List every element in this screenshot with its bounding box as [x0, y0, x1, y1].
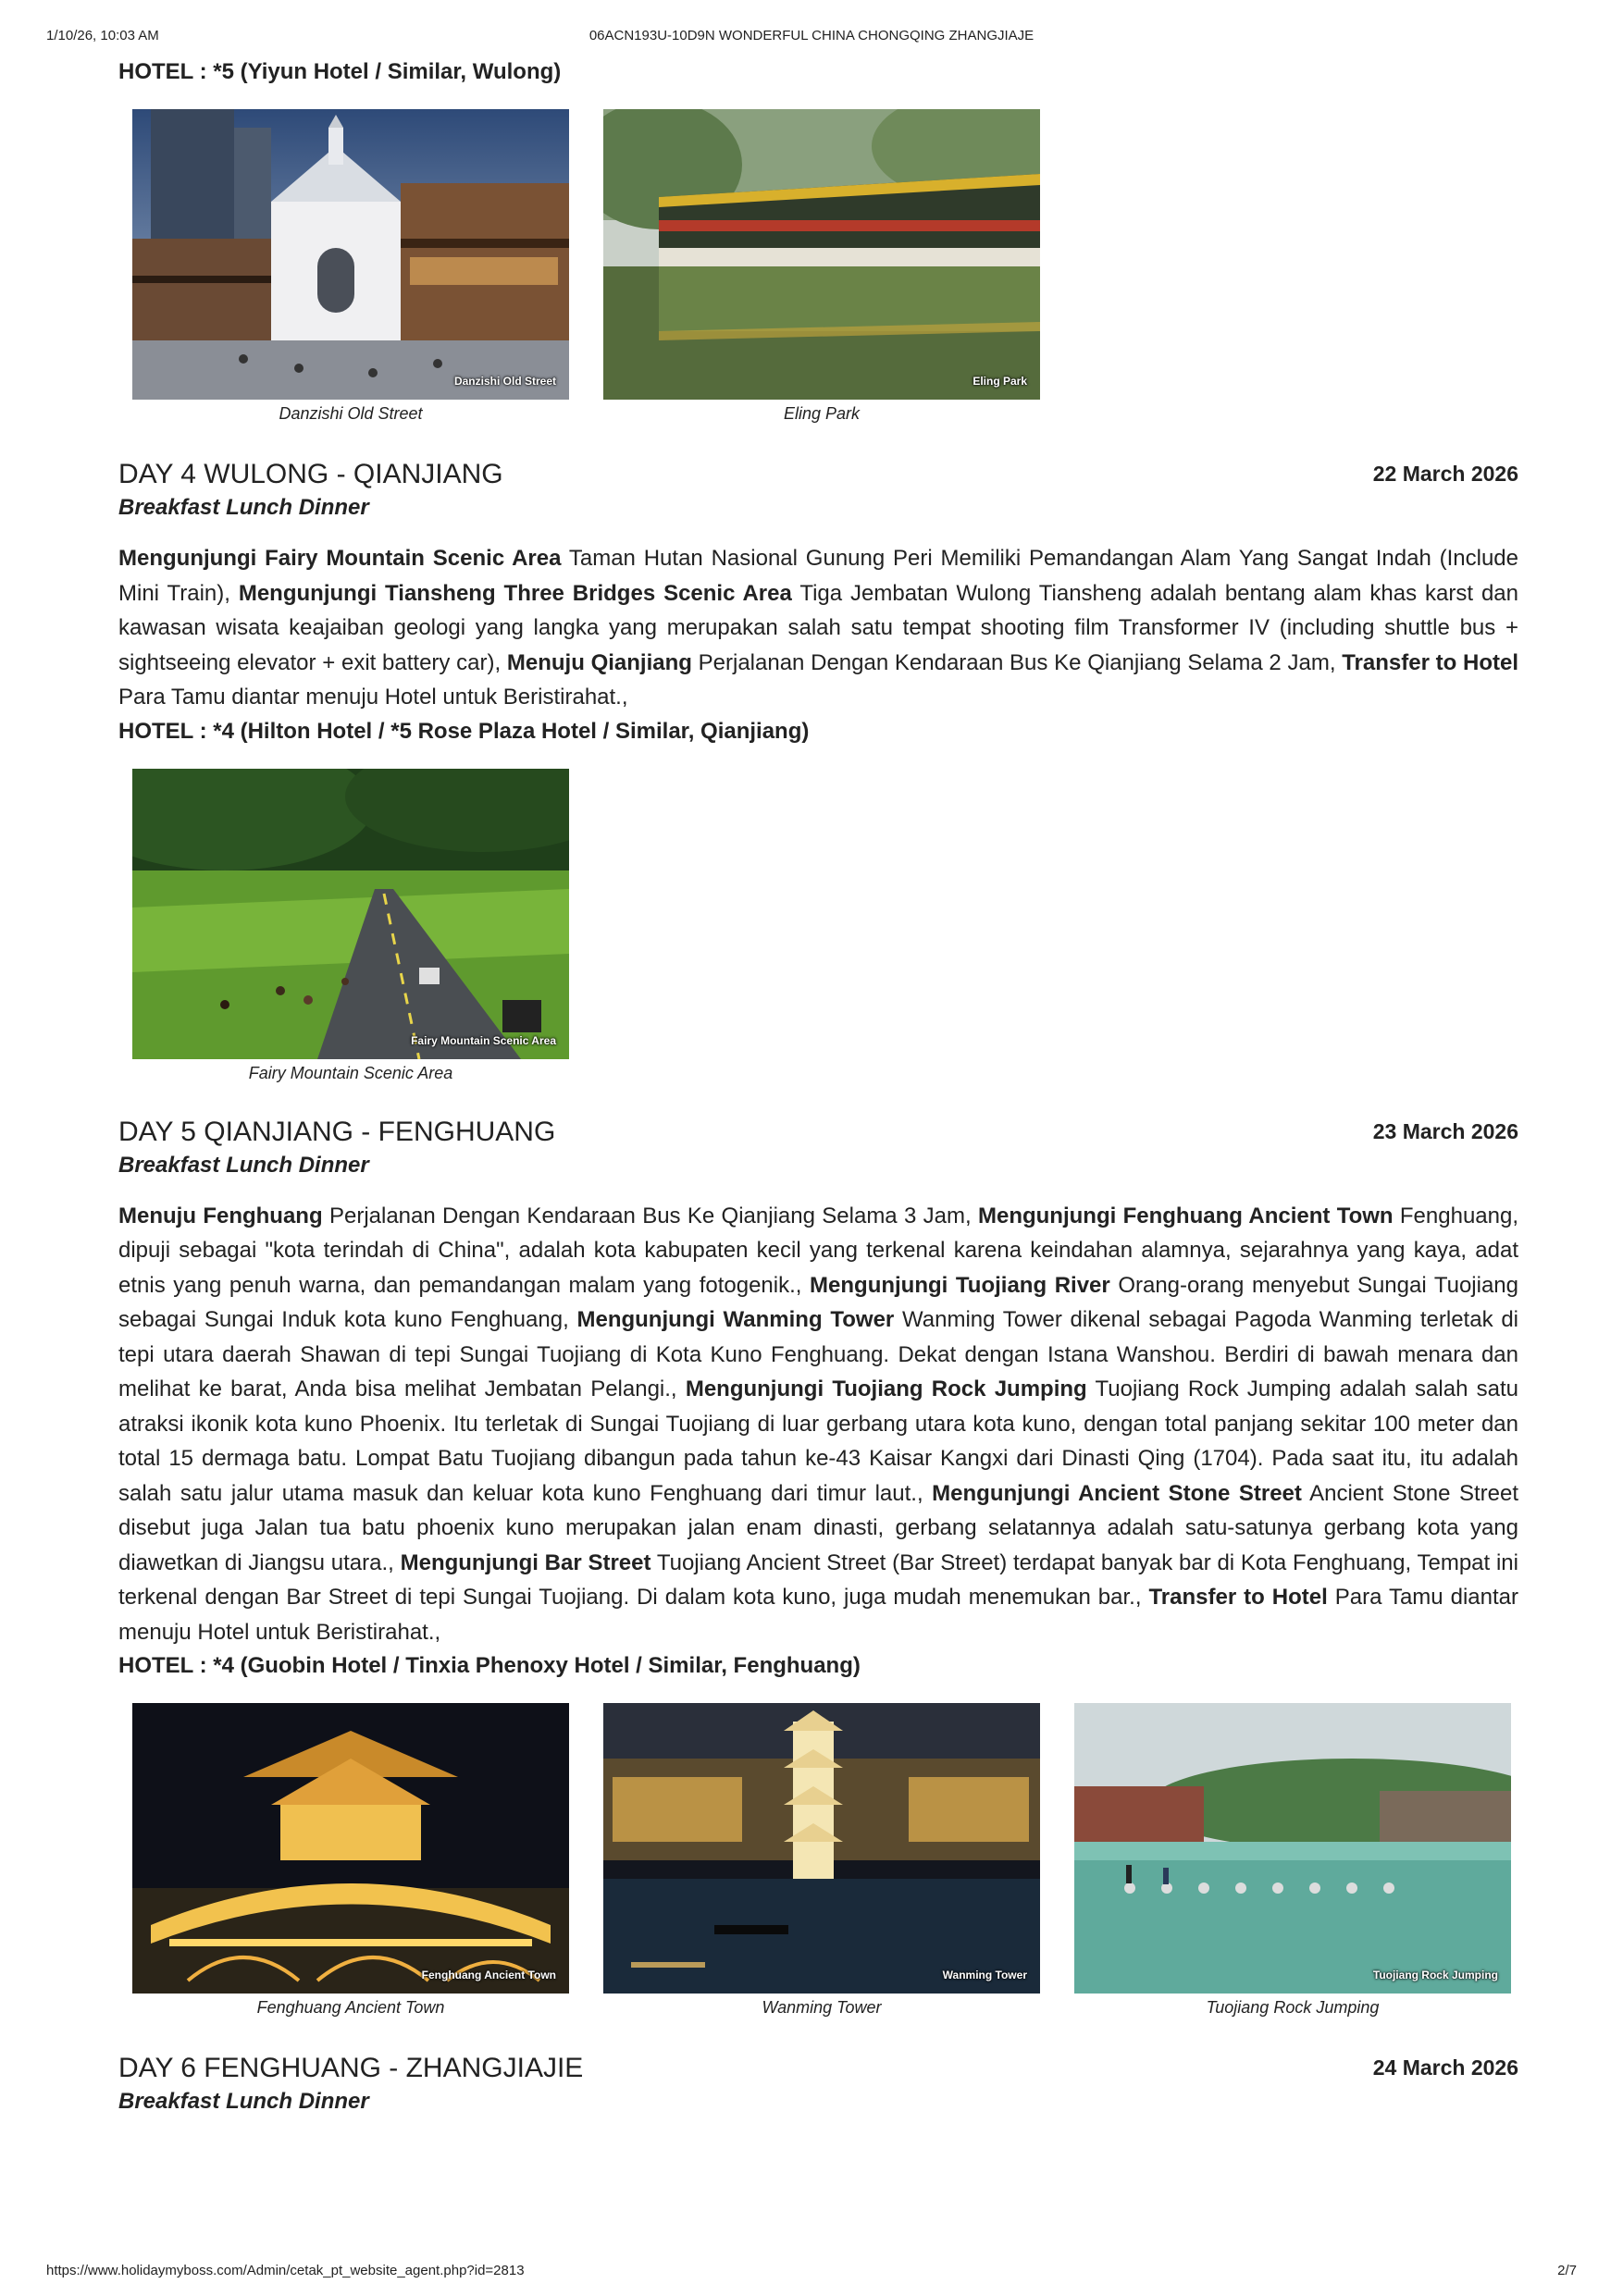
activity-title: Mengunjungi Ancient Stone Street [932, 1480, 1302, 1506]
day-title: DAY 6 FENGHUANG - ZHANGJIAJIE [118, 2053, 584, 2083]
day-title: DAY 5 QIANJIANG - FENGHUANG [118, 1116, 556, 1147]
activity-title: Menuju Qianjiang [506, 649, 692, 675]
photo-watermark: Fairy Mountain Scenic Area [411, 1033, 556, 1047]
day-header [118, 1116, 1518, 1149]
activity-text: Fenghuang, dipuji sebagai "kota terindah di China", adalah kota kabupaten kecil yang terkenal karena keindahan alamnya, sejarahnya yang kaya, adat etnis yang penuh warna, dan pemandangan malam yang fotogenik., [118, 1203, 1518, 1298]
activity-title: Mengunjungi Fenghuang Ancient Town [977, 1203, 1394, 1228]
day-meals: Breakfast Lunch Dinner [118, 1152, 369, 1178]
day-title: DAY 4 WULONG - QIANJIANG [118, 459, 503, 489]
day-date: 22 March 2026 [1372, 462, 1518, 486]
photo-wanming-tower [603, 1703, 1040, 2018]
day-meals: Breakfast Lunch Dinner [118, 2089, 369, 2114]
day-date: 23 March 2026 [1372, 1118, 1518, 1143]
activity-title: Mengunjungi Bar Street [400, 1549, 651, 1575]
activity-title: Mengunjungi Tuojiang River [810, 1272, 1110, 1298]
photo-row [118, 769, 1518, 1083]
photo-image [132, 1703, 569, 1994]
activity-text: Perjalanan Dengan Kendaraan Bus Ke Qianjiang Selama 3 Jam, [322, 1203, 978, 1228]
photo-watermark: Danzishi Old Street [453, 375, 556, 388]
activity-text: Orang-orang menyebut Sungai Tuojiang sebagai Sungai Induk kota kuno Fenghuang, [118, 1272, 1518, 1332]
print-document-title: 06ACN193U-10D9N WONDERFUL CHINA CHONGQING ZHANGJIAJE [588, 28, 1035, 43]
photo-caption: Fairy Mountain Scenic Area [248, 1063, 453, 1082]
photo-image [132, 109, 569, 400]
activity-text: Tuojiang Ancient Street (Bar Street) terdapat banyak bar di Kota Fenghuang, Tempat ini terkenal dengan Bar Street di tepi Sungai Tuojiang. Di dalam kota kuno, juga mudah menemukan bar., [118, 1549, 1518, 1610]
activity-title: Mengunjungi Fairy Mountain Scenic Area [118, 546, 562, 571]
photo-image [132, 769, 569, 1059]
activity-text: Para Tamu diantar menuju Hotel untuk Beristirahat., [118, 685, 628, 710]
activity-title: Mengunjungi Wanming Tower [576, 1307, 895, 1332]
photo-image [603, 109, 1040, 400]
photo-watermark: Fenghuang Ancient Town [421, 1969, 556, 1981]
photo-fairy-mountain [132, 769, 569, 1083]
photo-caption: Danzishi Old Street [279, 404, 423, 423]
hotel-info: HOTEL : *4 (Hilton Hotel / *5 Rose Plaza Hotel / Similar, Qianjiang) [118, 718, 810, 744]
photo-caption: Tuojiang Rock Jumping [1206, 1998, 1380, 2017]
itinerary-content [118, 56, 1518, 2118]
hotel-info: HOTEL : *5 (Yiyun Hotel / Similar, Wulong) [118, 59, 562, 84]
photo-watermark: Wanming Tower [942, 1969, 1027, 1981]
day-header [118, 458, 1518, 491]
photo-caption: Wanming Tower [762, 1998, 882, 2017]
photo-row [118, 109, 1518, 424]
print-footer [46, 2263, 1577, 2283]
photo-caption: Eling Park [783, 404, 861, 423]
photo-danzishi-old-street [132, 109, 569, 424]
photo-watermark: Eling Park [973, 375, 1027, 388]
photo-tuojiang-rock-jumping [1074, 1703, 1511, 2018]
day-date: 24 March 2026 [1372, 2055, 1518, 2080]
print-url: https://www.holidaymyboss.com/Admin/cetak_pt_website_agent.php?id=2813 [46, 2263, 525, 2278]
photo-image [603, 1703, 1040, 1994]
activity-title: Menuju Fenghuang [118, 1203, 323, 1228]
page-number: 2/7 [1557, 2263, 1577, 2278]
photo-fenghuang-ancient-town [132, 1703, 569, 2018]
photo-eling-park [603, 109, 1040, 424]
activity-title: Transfer to Hotel [1342, 649, 1519, 675]
hotel-info: HOTEL : *4 (Guobin Hotel / Tinxia Phenoxy Hotel / Similar, Fenghuang) [118, 1653, 861, 1678]
day-section-4 [118, 458, 1518, 1083]
print-timestamp: 1/10/26, 10:03 AM [46, 28, 159, 43]
activity-text: Perjalanan Dengan Kendaraan Bus Ke Qianjiang Selama 2 Jam, [691, 649, 1343, 675]
activity-text: Wanming Tower dikenal sebagai Pagoda Wanming terletak di tepi utara daerah Shawan di tepi Sungai Tuojiang di Kota Kuno Fenghuang. Dekat dengan Istana Wanshou. Berdiri di bawah menara dan melihat ke barat, Anda bisa melihat Jembatan Pelangi., [118, 1307, 1518, 1401]
photo-row [118, 1703, 1518, 2018]
activity-text: Taman Hutan Nasional Gunung Peri Memiliki Pemandangan Alam Yang Sangat Indah (Include Mini Train), [118, 546, 1518, 606]
photo-caption: Fenghuang Ancient Town [256, 1998, 445, 2017]
activity-title: Mengunjungi Tiansheng Three Bridges Scenic Area [238, 580, 792, 606]
print-header [46, 28, 1577, 48]
day-section-5 [118, 1116, 1518, 2018]
day-section-6 [118, 2052, 1518, 2118]
activity-text: Tiga Jembatan Wulong Tiansheng adalah bentang alam khas karst dan kawasan wisata keajaiban geologi yang langka yang merupakan salah satu tempat shooting film Transformer IV (including shuttle bus + sightseeing elevator + exit battery car), [118, 580, 1518, 675]
activity-title: Transfer to Hotel [1148, 1585, 1328, 1610]
day-meals: Breakfast Lunch Dinner [118, 495, 369, 520]
photo-watermark: Tuojiang Rock Jumping [1372, 1969, 1498, 1981]
activity-title: Mengunjungi Tuojiang Rock Jumping [685, 1376, 1087, 1401]
day-header [118, 2052, 1518, 2085]
activity-text: Tuojiang Rock Jumping adalah salah satu atraksi ikonik kota kuno Phoenix. Itu terletak di Sungai Tuojiang di luar gerbang utara kota kuno, dengan total panjang sekitar 100 meter dan total 15 dermaga batu. Lompat Batu Tuojiang dibangun pada tahun ke-43 Kaisar Kangxi dari Dinasti Qing (1704). Pada saat itu, itu adalah salah satu jalur utama masuk dan keluar kota kuno Fenghuang dari timur laut., [118, 1376, 1519, 1506]
activity-text: Para Tamu diantar menuju Hotel untuk Beristirahat., [118, 1585, 1518, 1645]
day-description [118, 1199, 1518, 1650]
day-description [118, 541, 1518, 715]
activity-text: Ancient Stone Street disebut juga Jalan tua batu phoenix kuno merupakan jalan enam dinasti, gerbang selatannya adalah satu-satunya gerbang kota yang diawetkan di Jiangsu utara., [118, 1480, 1518, 1575]
photo-image [1074, 1703, 1511, 1994]
